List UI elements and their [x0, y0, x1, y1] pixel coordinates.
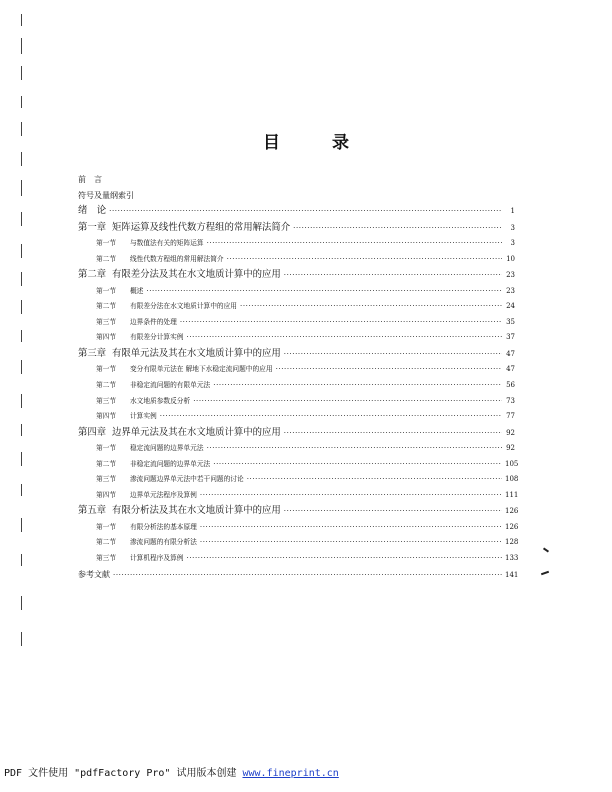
section-title: 有限分析法的基本原理 [130, 522, 197, 531]
section-title: 计算机程序及算例 [130, 554, 184, 563]
section-title: 变分有限单元法在 解地下水稳定流问题中的应用 [130, 365, 273, 374]
section-number: 第三节 [96, 317, 117, 326]
leader-dots [180, 315, 502, 331]
scan-mark [21, 632, 22, 646]
leader-dots [284, 425, 502, 441]
section-number: 第二节 [96, 302, 117, 311]
scan-mark [21, 14, 22, 26]
toc-page: 92 [506, 428, 515, 437]
toc-page: 24 [506, 302, 515, 311]
section-title: 与数值法有关的矩阵运算 [130, 238, 204, 247]
toc-label: 参考文献 [78, 569, 110, 579]
toc-page: 23 [506, 286, 515, 295]
scan-mark [21, 484, 22, 496]
toc-page: 111 [505, 490, 519, 499]
section-title: 稳定流问题的边界单元法 [130, 444, 204, 453]
leader-dots [113, 568, 502, 584]
chapter-title: 有限分析法及其在水文地质计算中的应用 [112, 505, 281, 517]
footer-text: PDF 文件使用 "pdfFactory Pro" 试用版本创建 [4, 768, 243, 779]
toc-chapter [78, 267, 515, 283]
scan-mark [21, 360, 22, 374]
leader-dots [276, 362, 502, 378]
toc-page: 105 [505, 459, 519, 468]
title-char: 目 [263, 133, 280, 153]
footer-link[interactable]: www.fineprint.cn [242, 768, 339, 779]
toc-section [78, 535, 519, 551]
toc-front-matter [78, 172, 515, 188]
section-title: 渗流问题边界单元法中若干问题的讨论 [130, 475, 244, 484]
chapter-title: 有限差分法及其在水文地质计算中的应用 [112, 269, 281, 281]
leader-dots [160, 409, 502, 425]
section-number: 第二节 [96, 459, 117, 468]
scan-speck [543, 547, 549, 552]
toc-section [78, 299, 515, 315]
scan-mark [21, 180, 22, 196]
scan-mark [21, 212, 22, 226]
scan-mark [21, 272, 22, 286]
toc-page: 23 [506, 271, 515, 280]
toc-page: 3 [510, 223, 515, 232]
toc-section [78, 362, 515, 378]
toc-page: 1 [510, 207, 515, 216]
section-number: 第三节 [96, 475, 117, 484]
scan-mark [21, 394, 22, 408]
section-number: 第四节 [96, 333, 117, 342]
section-title: 线性代数方程组的常用解法简介 [130, 254, 224, 263]
toc-page: 77 [506, 412, 515, 421]
section-number: 第二节 [96, 538, 117, 547]
toc-section [78, 315, 515, 331]
section-number: 第一节 [96, 522, 117, 531]
leader-dots [187, 551, 503, 567]
toc-page: 133 [505, 554, 519, 563]
toc-chapters [78, 220, 519, 567]
section-title: 边界条件的处理 [130, 317, 177, 326]
table-of-contents [78, 172, 519, 582]
section-title: 非稳定流问题的边界单元法 [130, 459, 211, 468]
toc-page: 37 [506, 333, 515, 342]
scan-mark [21, 330, 22, 342]
toc-page: 47 [506, 349, 515, 358]
toc-page: 35 [506, 317, 515, 326]
chapter-title: 矩阵运算及线性代数方程组的常用解法简介 [112, 221, 291, 233]
toc-page: 141 [505, 570, 519, 579]
section-number: 第一节 [96, 238, 117, 247]
leader-dots [293, 220, 502, 236]
toc-chapter [78, 220, 515, 236]
toc-page: 73 [506, 396, 515, 405]
section-number: 第一节 [96, 444, 117, 453]
scan-mark [21, 300, 22, 314]
section-number: 第一节 [96, 286, 117, 295]
leader-dots [109, 203, 502, 219]
chapter-title: 有限单元法及其在水文地质计算中的应用 [112, 347, 281, 359]
toc-section [78, 520, 519, 536]
toc-section [78, 236, 515, 252]
toc-page: 10 [506, 254, 515, 263]
toc-section [78, 488, 519, 504]
leader-dots [200, 488, 502, 504]
section-title: 概述 [130, 286, 144, 295]
toc-section [78, 252, 515, 268]
scan-mark [21, 96, 22, 108]
chapter-title: 边界单元法及其在水文地质计算中的应用 [112, 426, 281, 438]
toc-page: 126 [505, 522, 519, 531]
scan-mark [21, 452, 22, 466]
toc-chapter [78, 346, 515, 362]
leader-dots [193, 394, 502, 410]
toc-section [78, 409, 515, 425]
toc-section [78, 394, 515, 410]
toc-page: 56 [506, 380, 515, 389]
chapter-number: 第一章 [78, 221, 107, 233]
toc-intro [78, 203, 515, 219]
toc-front-matter [78, 188, 515, 204]
chapter-number: 第三章 [78, 347, 107, 359]
leader-dots [207, 441, 502, 457]
section-number: 第四节 [96, 412, 117, 421]
section-number: 第三节 [96, 396, 117, 405]
toc-section [78, 472, 519, 488]
section-title: 渗流问题的有限分析法 [130, 538, 197, 547]
section-number: 第四节 [96, 490, 117, 499]
leader-dots [207, 236, 502, 252]
scan-mark [21, 38, 22, 54]
toc-section [78, 551, 519, 567]
toc-label: 符号及量纲索引 [78, 190, 134, 200]
leader-dots [200, 520, 502, 536]
scan-speck [541, 571, 549, 576]
toc-references [78, 567, 519, 583]
section-number: 第一节 [96, 365, 117, 374]
chapter-number: 第五章 [78, 505, 107, 517]
toc-chapter [78, 425, 515, 441]
scan-mark [21, 596, 22, 610]
toc-section [78, 330, 515, 346]
title-char: 录 [332, 133, 349, 153]
toc-page: 128 [505, 538, 519, 547]
page-title [0, 128, 612, 153]
toc-label: 前 言 [78, 175, 102, 184]
section-number: 第三节 [96, 554, 117, 563]
toc-section [78, 441, 515, 457]
leader-dots [213, 378, 502, 394]
section-title: 计算实例 [130, 412, 157, 421]
chapter-number: 第四章 [78, 426, 107, 438]
toc-label: 绪 论 [78, 205, 107, 217]
toc-section [78, 378, 515, 394]
section-title: 非稳定流问题的有限单元法 [130, 380, 211, 389]
leader-dots [187, 330, 503, 346]
scan-mark [21, 554, 22, 566]
section-number: 第二节 [96, 380, 117, 389]
leader-dots [227, 252, 502, 268]
leader-dots [247, 472, 502, 488]
leader-dots [284, 503, 502, 519]
chapter-number: 第二章 [78, 269, 107, 281]
toc-page: 108 [505, 475, 519, 484]
section-title: 边界单元法程序及算例 [130, 490, 197, 499]
scan-mark [21, 518, 22, 532]
leader-dots [284, 267, 502, 283]
toc-section [78, 457, 519, 473]
toc-chapter [78, 503, 519, 519]
toc-page: 92 [506, 444, 515, 453]
section-number: 第二节 [96, 254, 117, 263]
section-title: 水文地质参数反分析 [130, 396, 191, 405]
scan-mark [21, 244, 22, 258]
leader-dots [146, 284, 502, 300]
scan-mark [21, 66, 22, 80]
section-title: 有限差分计算实例 [130, 333, 184, 342]
toc-section [78, 284, 515, 300]
leader-dots [200, 535, 502, 551]
leader-dots [213, 457, 502, 473]
leader-dots [240, 299, 502, 315]
section-title: 有限差分法在水文地质计算中的应用 [130, 302, 237, 311]
scan-mark [21, 152, 22, 166]
toc-page: 3 [510, 238, 515, 247]
leader-dots [284, 346, 502, 362]
pdf-footer [4, 764, 339, 779]
toc-page: 47 [506, 365, 515, 374]
toc-page: 126 [505, 507, 519, 516]
scan-mark [21, 424, 22, 436]
